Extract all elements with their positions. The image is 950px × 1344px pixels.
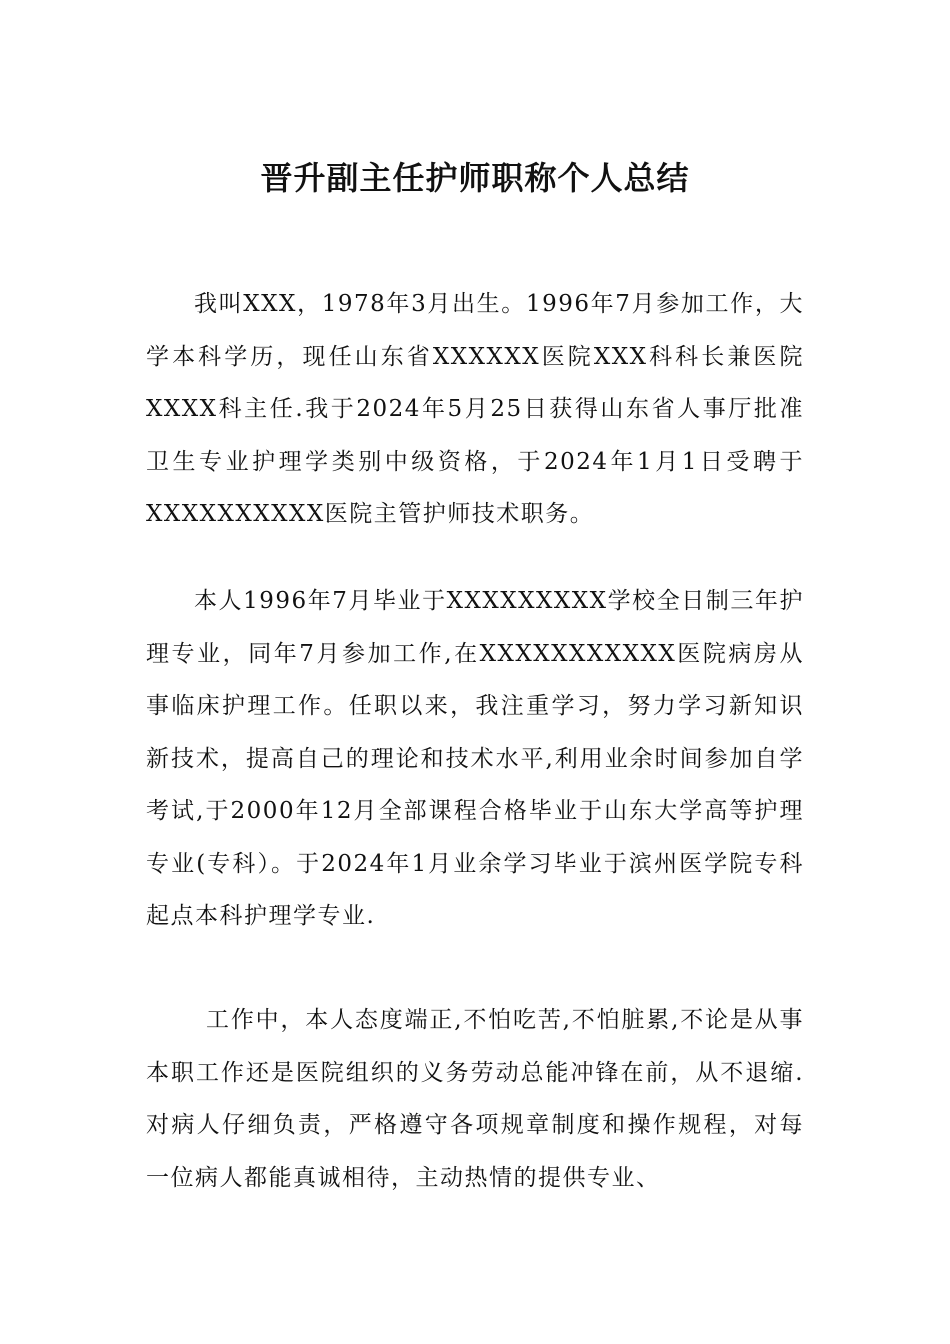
paragraph-personal-info: 我叫XXX，1978年3月出生。1996年7月参加工作，大学本科学历，现任山东省XXXXXX医院XXX科科长兼医院XXXX科主任.我于2024年5月25日获得山东省人事厅批准卫生专业护理学类别中级资格，于2024年1月1日受聘于XXXXXXXXXX医院主管护师技术职务。: [146, 291, 804, 527]
paragraph-education: 本人1996年7月毕业于XXXXXXXXX学校全日制三年护理专业，同年7月参加工作,在XXXXXXXXXXX医院病房从事临床护理工作。任职以来，我注重学习，努力学习新知识新技术，提高自己的理论和技术水平,利用业余时间参加自学考试,于2000年12月全部课程合格毕业于山东大学高等护理专业(专科）。于2024年1月业余学习毕业于滨州医学院专科起点本科护理学专业.: [146, 588, 804, 929]
paragraph-work-attitude: 工作中，本人态度端正,不怕吃苦,不怕脏累,不论是从事本职工作还是医院组织的义务劳动总能冲锋在前，从不退缩.对病人仔细负责，严格遵守各项规章制度和操作规程，对每一位病人都能真诚相待，主动热情的提供专业、: [146, 1007, 804, 1191]
document-title: 晋升副主任护师职称个人总结: [260, 159, 690, 197]
